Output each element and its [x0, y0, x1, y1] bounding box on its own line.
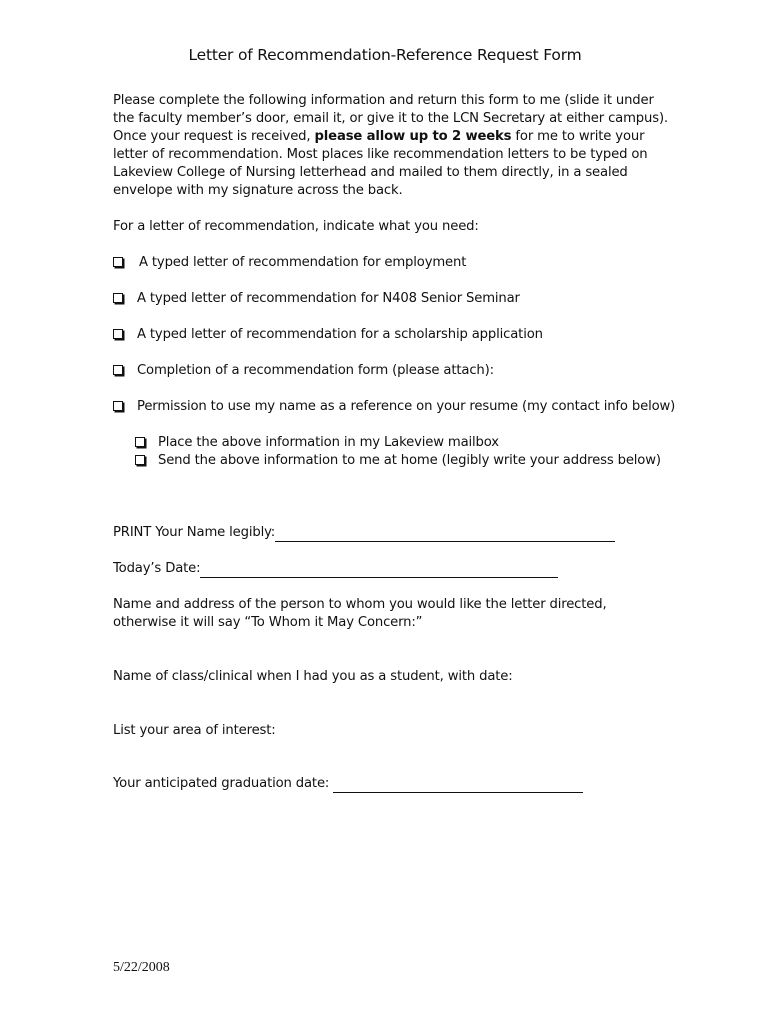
date-input-line[interactable]	[200, 563, 558, 578]
sub-option-label: Send the above information to me at home (legibly write your address below)	[158, 453, 661, 468]
intro-paragraph	[113, 92, 673, 200]
option-reference-permission[interactable]	[113, 398, 675, 416]
form-title: Letter of Recommendation-Reference Request Form	[188, 46, 582, 64]
option-recommendation-form[interactable]	[113, 362, 494, 380]
footer-date: 5/22/2008	[113, 960, 170, 975]
name-field	[113, 524, 615, 542]
sub-option-mailbox[interactable]	[135, 434, 499, 452]
option-label: A typed letter of recommendation for N408 Senior Seminar	[137, 291, 520, 306]
graduation-input-line[interactable]	[333, 778, 583, 793]
indicate-prompt: For a letter of recommendation, indicate what you need:	[113, 219, 479, 234]
date-label: Today’s Date:	[113, 561, 201, 576]
option-senior-seminar[interactable]	[113, 290, 520, 308]
checkbox-icon[interactable]	[135, 437, 145, 447]
checkbox-icon[interactable]	[113, 257, 123, 267]
option-label: A typed letter of recommendation for employment	[139, 255, 467, 270]
checkbox-icon[interactable]	[113, 293, 123, 303]
intro-text-1: Please complete the following information and return this form to me (slide it under the faculty member’s door, email it, or give it to the LCN Secretary at either campus). Once your request is received,	[113, 93, 668, 144]
option-employment[interactable]	[113, 254, 466, 272]
sub-option-home[interactable]	[135, 452, 661, 470]
checkbox-icon[interactable]	[135, 455, 145, 465]
class-prompt: Name of class/clinical when I had you as a student, with date:	[113, 669, 513, 684]
intro-text-bold: please allow up to 2 weeks	[314, 129, 512, 144]
option-label: A typed letter of recommendation for a scholarship application	[137, 327, 543, 342]
checkbox-icon[interactable]	[113, 401, 123, 411]
option-label: Completion of a recommendation form (please attach):	[137, 363, 494, 378]
sub-option-label: Place the above information in my Lakeview mailbox	[158, 435, 499, 450]
name-label: PRINT Your Name legibly:	[113, 525, 276, 540]
checkbox-icon[interactable]	[113, 329, 123, 339]
address-prompt: Name and address of the person to whom you would like the letter directed, otherwise it will say “To Whom it May Concern:”	[113, 597, 607, 630]
intro-text-2: for me to write your letter of recommendation. Most places like recommendation letters to be typed on Lakeview College of Nursing letterhead and mailed to them directly, in a sealed envelope with my signature across the back.	[113, 129, 648, 198]
interest-prompt: List your area of interest:	[113, 723, 276, 738]
graduation-field	[113, 775, 583, 793]
option-label: Permission to use my name as a reference on your resume (my contact info below)	[137, 399, 676, 414]
name-input-line[interactable]	[275, 527, 615, 542]
graduation-label: Your anticipated graduation date:	[113, 776, 334, 791]
option-scholarship[interactable]	[113, 326, 543, 344]
date-field	[113, 560, 558, 578]
checkbox-icon[interactable]	[113, 365, 123, 375]
